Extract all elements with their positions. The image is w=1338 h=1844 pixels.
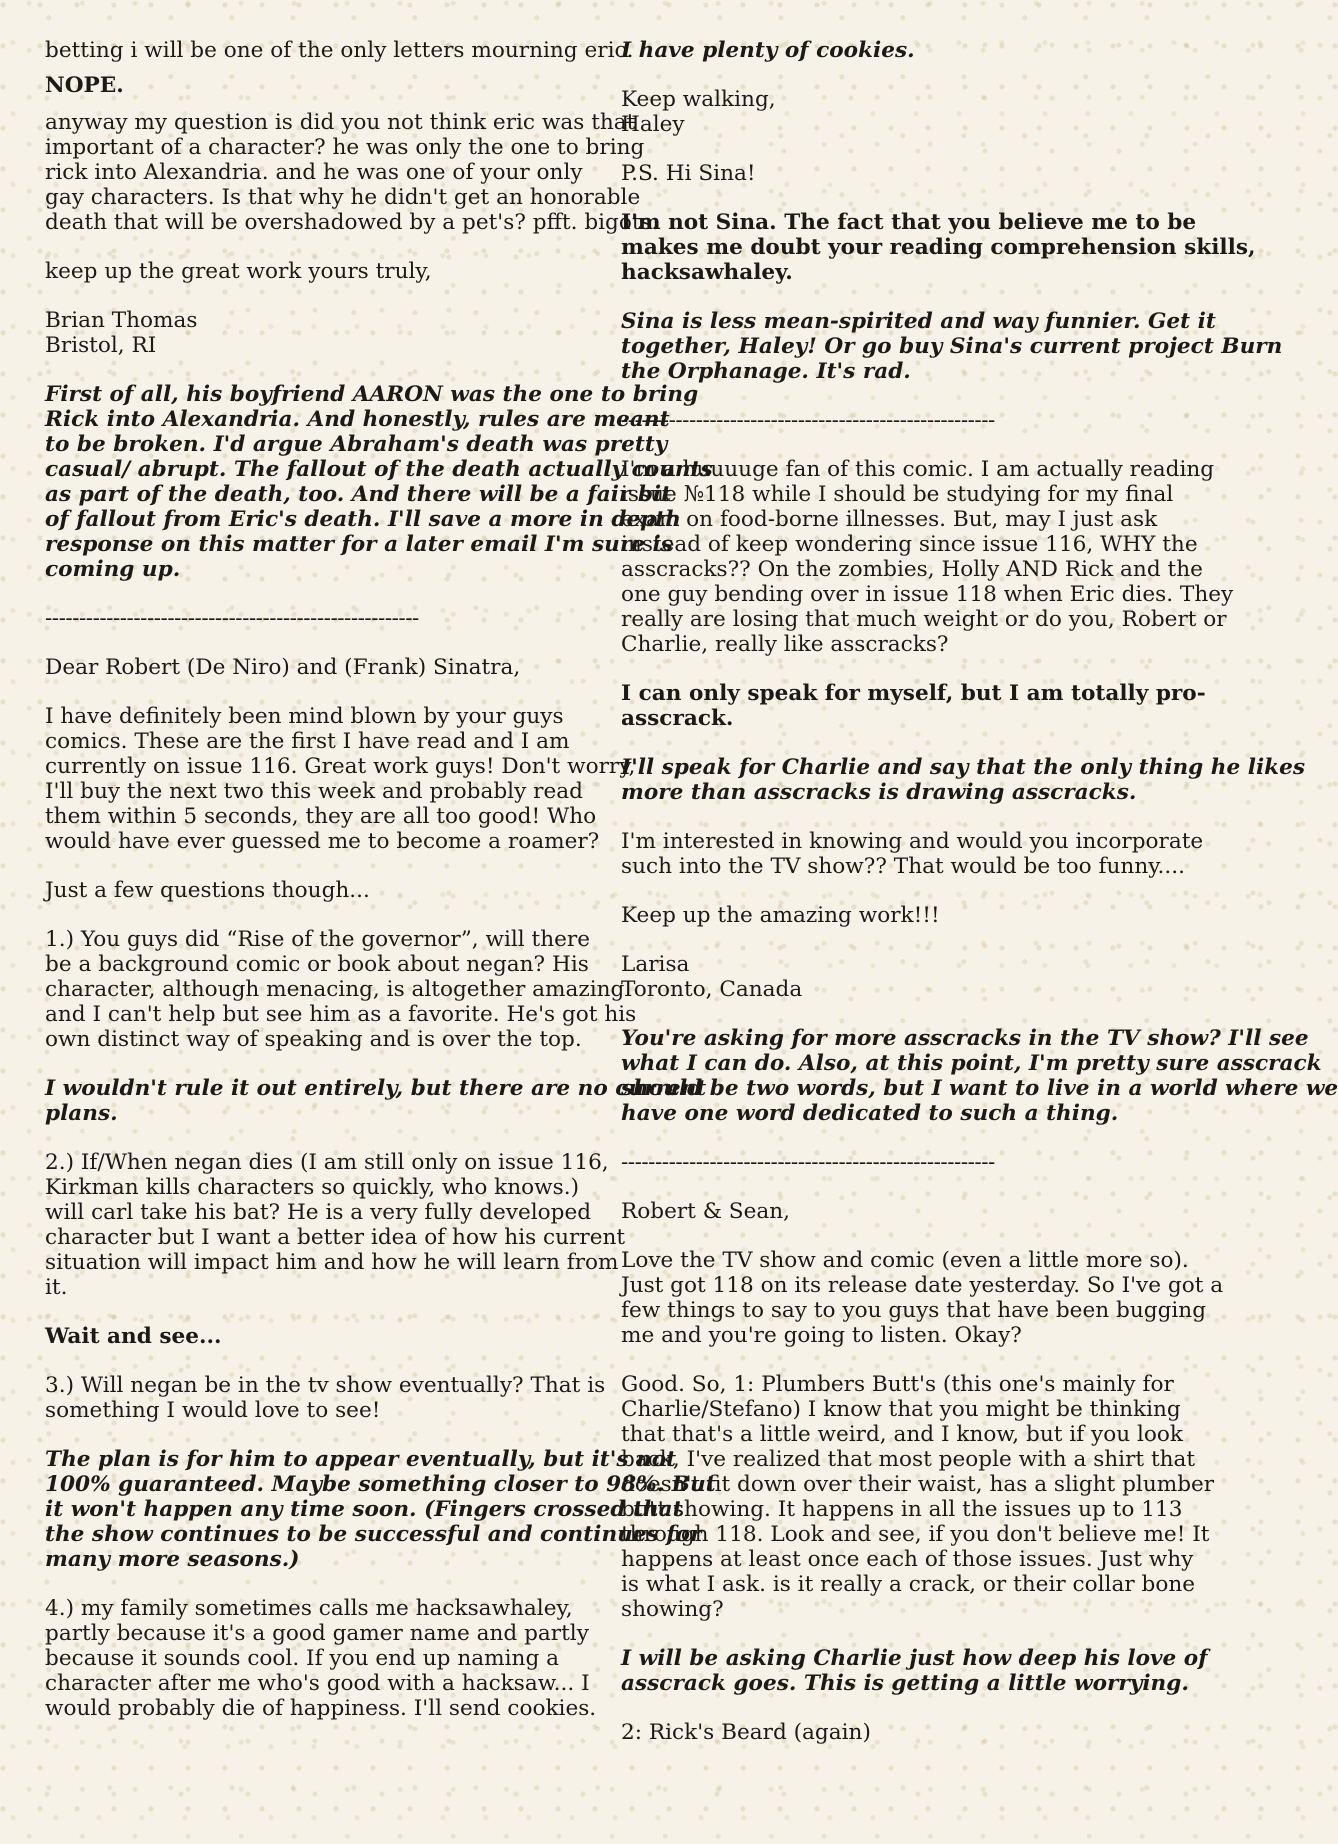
letter-salutation: Robert & Sean, — [621, 1199, 791, 1224]
letter-text: Love the TV show and comic (even a little more so). Just got 118 on its release date yesterday. So I've got a few things to say to you guys that have been bugging me and you're going to listen. Okay? — [621, 1248, 1224, 1348]
editor-reply: I have plenty of cookies. — [621, 38, 915, 63]
letter-signature: Keep walking, Haley — [621, 87, 776, 137]
editor-reply: NOPE. — [45, 73, 124, 98]
letter-text: betting i will be one of the only letters mourning eric. — [45, 38, 634, 63]
right-column — [621, 38, 1338, 1745]
letter-text: Good. So, 1: Plumbers Butt's (this one's mainly for Charlie/Stefano) I know that you might be thinking that that's a little weird, and I know, but if you look back, I've realized that most people with a shirt that doesn't fit down over their waist, has a slight plumber butt showing. It happens in all the issues up to 113 through 118. Look and see, if you don't believe me! It happens at least once each of those issues. Just why is what I ask. is it really a crack, or their collar bone showing? — [621, 1372, 1215, 1622]
letter-text: I have definitely been mind blown by your guys comics. These are the first I have read and I am currently on issue 116. Great work guys! Don't worry, I'll buy the next two this week and probably read them within 5 seconds, they are all too good! Who would have ever guessed me to become a roamer? — [45, 704, 636, 854]
editor-reply: The plan is for him to appear eventually, but it's not 100% guaranteed. Maybe something closer to 98%. But it won't happen any time soon. (Fingers crossed that the show continues to be successful and continues for many more seasons.) — [45, 1447, 716, 1572]
editor-reply: Wait and see... — [45, 1324, 222, 1349]
letter-text: Just a few questions though... — [45, 878, 370, 903]
editor-reply: You're asking for more asscracks in the TV show? I'll see what I can do. Also, at this point, I'm pretty sure asscrack should be two words, but I want to live in a world where we have one word dedicated to such a thing. — [621, 1026, 1338, 1126]
letter-text: 2.) If/When negan dies (I am still only on issue 116, Kirkman kills characters so quickly, who knows.) will carl take his bat? He is a very fully developed character but I want a better idea of how his current situation will impact him and how he will learn from it. — [45, 1150, 626, 1300]
letter-text: 2: Rick's Beard (again) — [621, 1720, 871, 1745]
letter-text: 1.) You guys did “Rise of the governor”, will there be a background comic or book about negan? His character, although menacing, is altogether amazing and I can't help but see him as a favorite. He's got his own distinct way of speaking and is over the top. — [45, 927, 637, 1052]
editor-reply: I wouldn't rule it out entirely, but there are no current plans. — [45, 1076, 707, 1126]
letter-text: 4.) my family sometimes calls me hacksawhaley, partly because it's a good gamer name and partly because it sounds cool. If you end up naming a character after me who's good with a hacksaw... I would probably die of happiness. I'll send cookies. — [45, 1596, 597, 1721]
letter-text: I'm interested in knowing and would you incorporate such into the TV show?? That would be too funny.... — [621, 829, 1204, 879]
letter-signature: Brian Thomas Bristol, RI — [45, 308, 198, 358]
editor-reply: I will be asking Charlie just how deep his love of asscrack goes. This is getting a little worrying. — [621, 1646, 1208, 1696]
letter-text: anyway my question is did you not think eric was that important of a character? he was only the one to bring rick into Alexandria. and he was one of your only gay characters. Is that why he didn't get an honorable death that will be overshadowed by a pet's? pfft. bigots. — [45, 110, 659, 235]
editor-reply: I can only speak for myself, but I am totally pro- asscrack. — [621, 681, 1206, 731]
editor-reply: Sina is less mean-spirited and way funnier. Get it together, Haley! Or go buy Sina's current project Burn the Orphanage. It's rad. — [621, 309, 1283, 384]
letter-text: P.S. Hi Sina! — [621, 161, 756, 186]
section-divider: ------------------------------------------------------- — [621, 1150, 995, 1175]
editor-reply: First of all, his boyfriend AARON was the one to bring Rick into Alexandria. And honestly, rules are meant to be broken. I'd argue Abraham's death was pretty casual/ abrupt. The fallout of the death actually counts as part of the death, too. And there will be a fair bit of fallout from Eric's death. I'll save a more in depth response on this matter for a later email I'm sure is coming up. — [45, 382, 713, 582]
section-divider: ------------------------------------------------------- — [45, 606, 419, 631]
editor-reply: I'll speak for Charlie and say that the only thing he likes more than asscracks is drawing asscracks. — [621, 755, 1305, 805]
letter-text: 3.) Will negan be in the tv show eventually? That is something I would love to see! — [45, 1373, 606, 1423]
section-divider: ------------------------------------------------------- — [621, 408, 995, 433]
letter-closing: keep up the great work yours truly, — [45, 259, 432, 284]
letter-closing: Keep up the amazing work!!! — [621, 903, 940, 928]
editor-reply: I'm not Sina. The fact that you believe me to be makes me doubt your reading comprehension skills, hacksawhaley. — [621, 210, 1256, 285]
letter-salutation: Dear Robert (De Niro) and (Frank) Sinatra, — [45, 655, 521, 680]
letter-signature: Larisa Toronto, Canada — [621, 952, 803, 1002]
letter-text: I'm a huuuuge fan of this comic. I am actually reading issue №118 while I should be studying for my final exam on food-borne illnesses. But, may I just ask instead of keep wondering since issue 116, WHY the asscracks?? On the zombies, Holly AND Rick and the one guy bending over in issue 118 when Eric dies. They really are losing that much weight or do you, Robert or Charlie, really like asscracks? — [621, 457, 1234, 657]
